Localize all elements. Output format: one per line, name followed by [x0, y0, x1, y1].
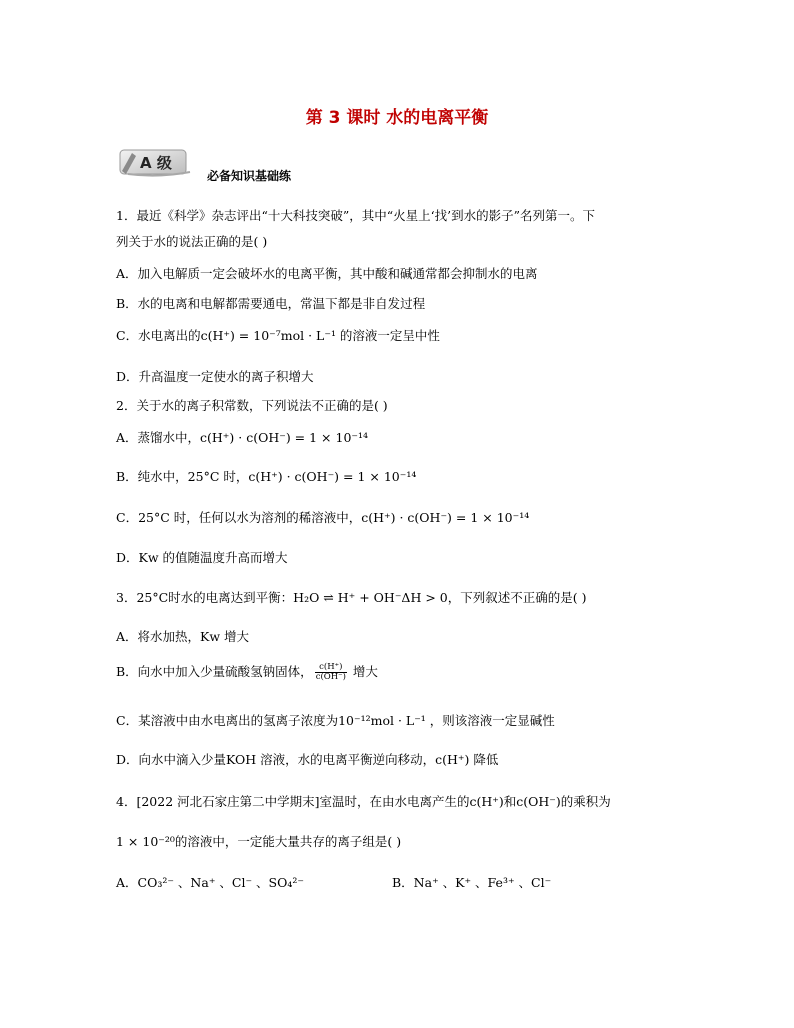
q3-option-c: C．某溶液中由水电离出的氢离子浓度为10⁻¹²mol · L⁻¹ ，则该溶液一定显碱性 — [116, 713, 555, 728]
q2-stem: 2．关于水的离子积常数，下列说法不正确的是( ) — [116, 398, 388, 413]
q3-option-d: D．向水中滴入少量KOH 溶液，水的电离平衡逆向移动，c(H⁺) 降低 — [116, 752, 499, 767]
q1-stem-line2: 列关于水的说法正确的是( ) — [116, 234, 268, 249]
q2-option-c: C．25°C 时，任何以水为溶剂的稀溶液中，c(H⁺) · c(OH⁻) = 1 × 10⁻¹⁴ — [116, 510, 530, 525]
ratio-fraction — [315, 663, 347, 682]
q2-option-a: A．蒸馏水中，c(H⁺) · c(OH⁻) = 1 × 10⁻¹⁴ — [116, 430, 369, 445]
q1-option-c: C．水电离出的c(H⁺) = 10⁻⁷mol · L⁻¹ 的溶液一定呈中性 — [116, 328, 440, 343]
q1-stem-line1: 1．最近《科学》杂志评出“十大科技突破”，其中“火星上‘找’到水的影子”名列第一。下 — [116, 208, 595, 223]
q3-option-b-text: B．向水中加入少量硫酸氢钠固体， — [116, 664, 313, 679]
level-badge-text: A 级 — [140, 154, 172, 172]
q4-stem-line2: 1 × 10⁻²⁰的溶液中，一定能大量共存的离子组是( ) — [116, 834, 402, 849]
q3-option-a: A．将水加热，Kw 增大 — [116, 629, 250, 644]
q2-option-b: B．纯水中，25°C 时，c(H⁺) · c(OH⁻) = 1 × 10⁻¹⁴ — [116, 469, 417, 484]
ratio-denominator: c(OH⁻) — [315, 672, 346, 682]
q3-option-b — [116, 662, 378, 682]
q1-option-b: B．水的电离和电解都需要通电，常温下都是非自发过程 — [116, 296, 426, 311]
q1-option-a: A．加入电解质一定会破坏水的电离平衡，其中酸和碱通常都会抑制水的电离 — [116, 266, 538, 281]
ratio-numerator: c(H⁺) — [315, 663, 347, 673]
q2-option-d: D．Kw 的值随温度升高而增大 — [116, 550, 288, 565]
section-label: 必备知识基础练 — [207, 169, 292, 183]
q1-option-d: D．升高温度一定使水的离子积增大 — [116, 369, 314, 384]
level-badge-icon — [118, 147, 196, 179]
q4-option-b: B．Na⁺ 、K⁺ 、Fe³⁺ 、Cl⁻ — [392, 875, 552, 890]
q3-option-b-tail: 增大 — [348, 664, 378, 679]
q3-stem: 3．25°C时水的电离达到平衡：H₂O ⇌ H⁺ + OH⁻ΔH > 0，下列叙述不正确的是( ) — [116, 590, 587, 605]
q4-option-a: A．CO₃²⁻ 、Na⁺ 、Cl⁻ 、SO₄²⁻ — [116, 875, 304, 890]
q4-stem-line1: 4．[2022 河北石家庄第二中学期末]室温时，在由水电离产生的c(H⁺)和c(OH⁻)的乘积为 — [116, 794, 611, 809]
page-title: 第 3 课时 水的电离平衡 — [305, 108, 489, 128]
